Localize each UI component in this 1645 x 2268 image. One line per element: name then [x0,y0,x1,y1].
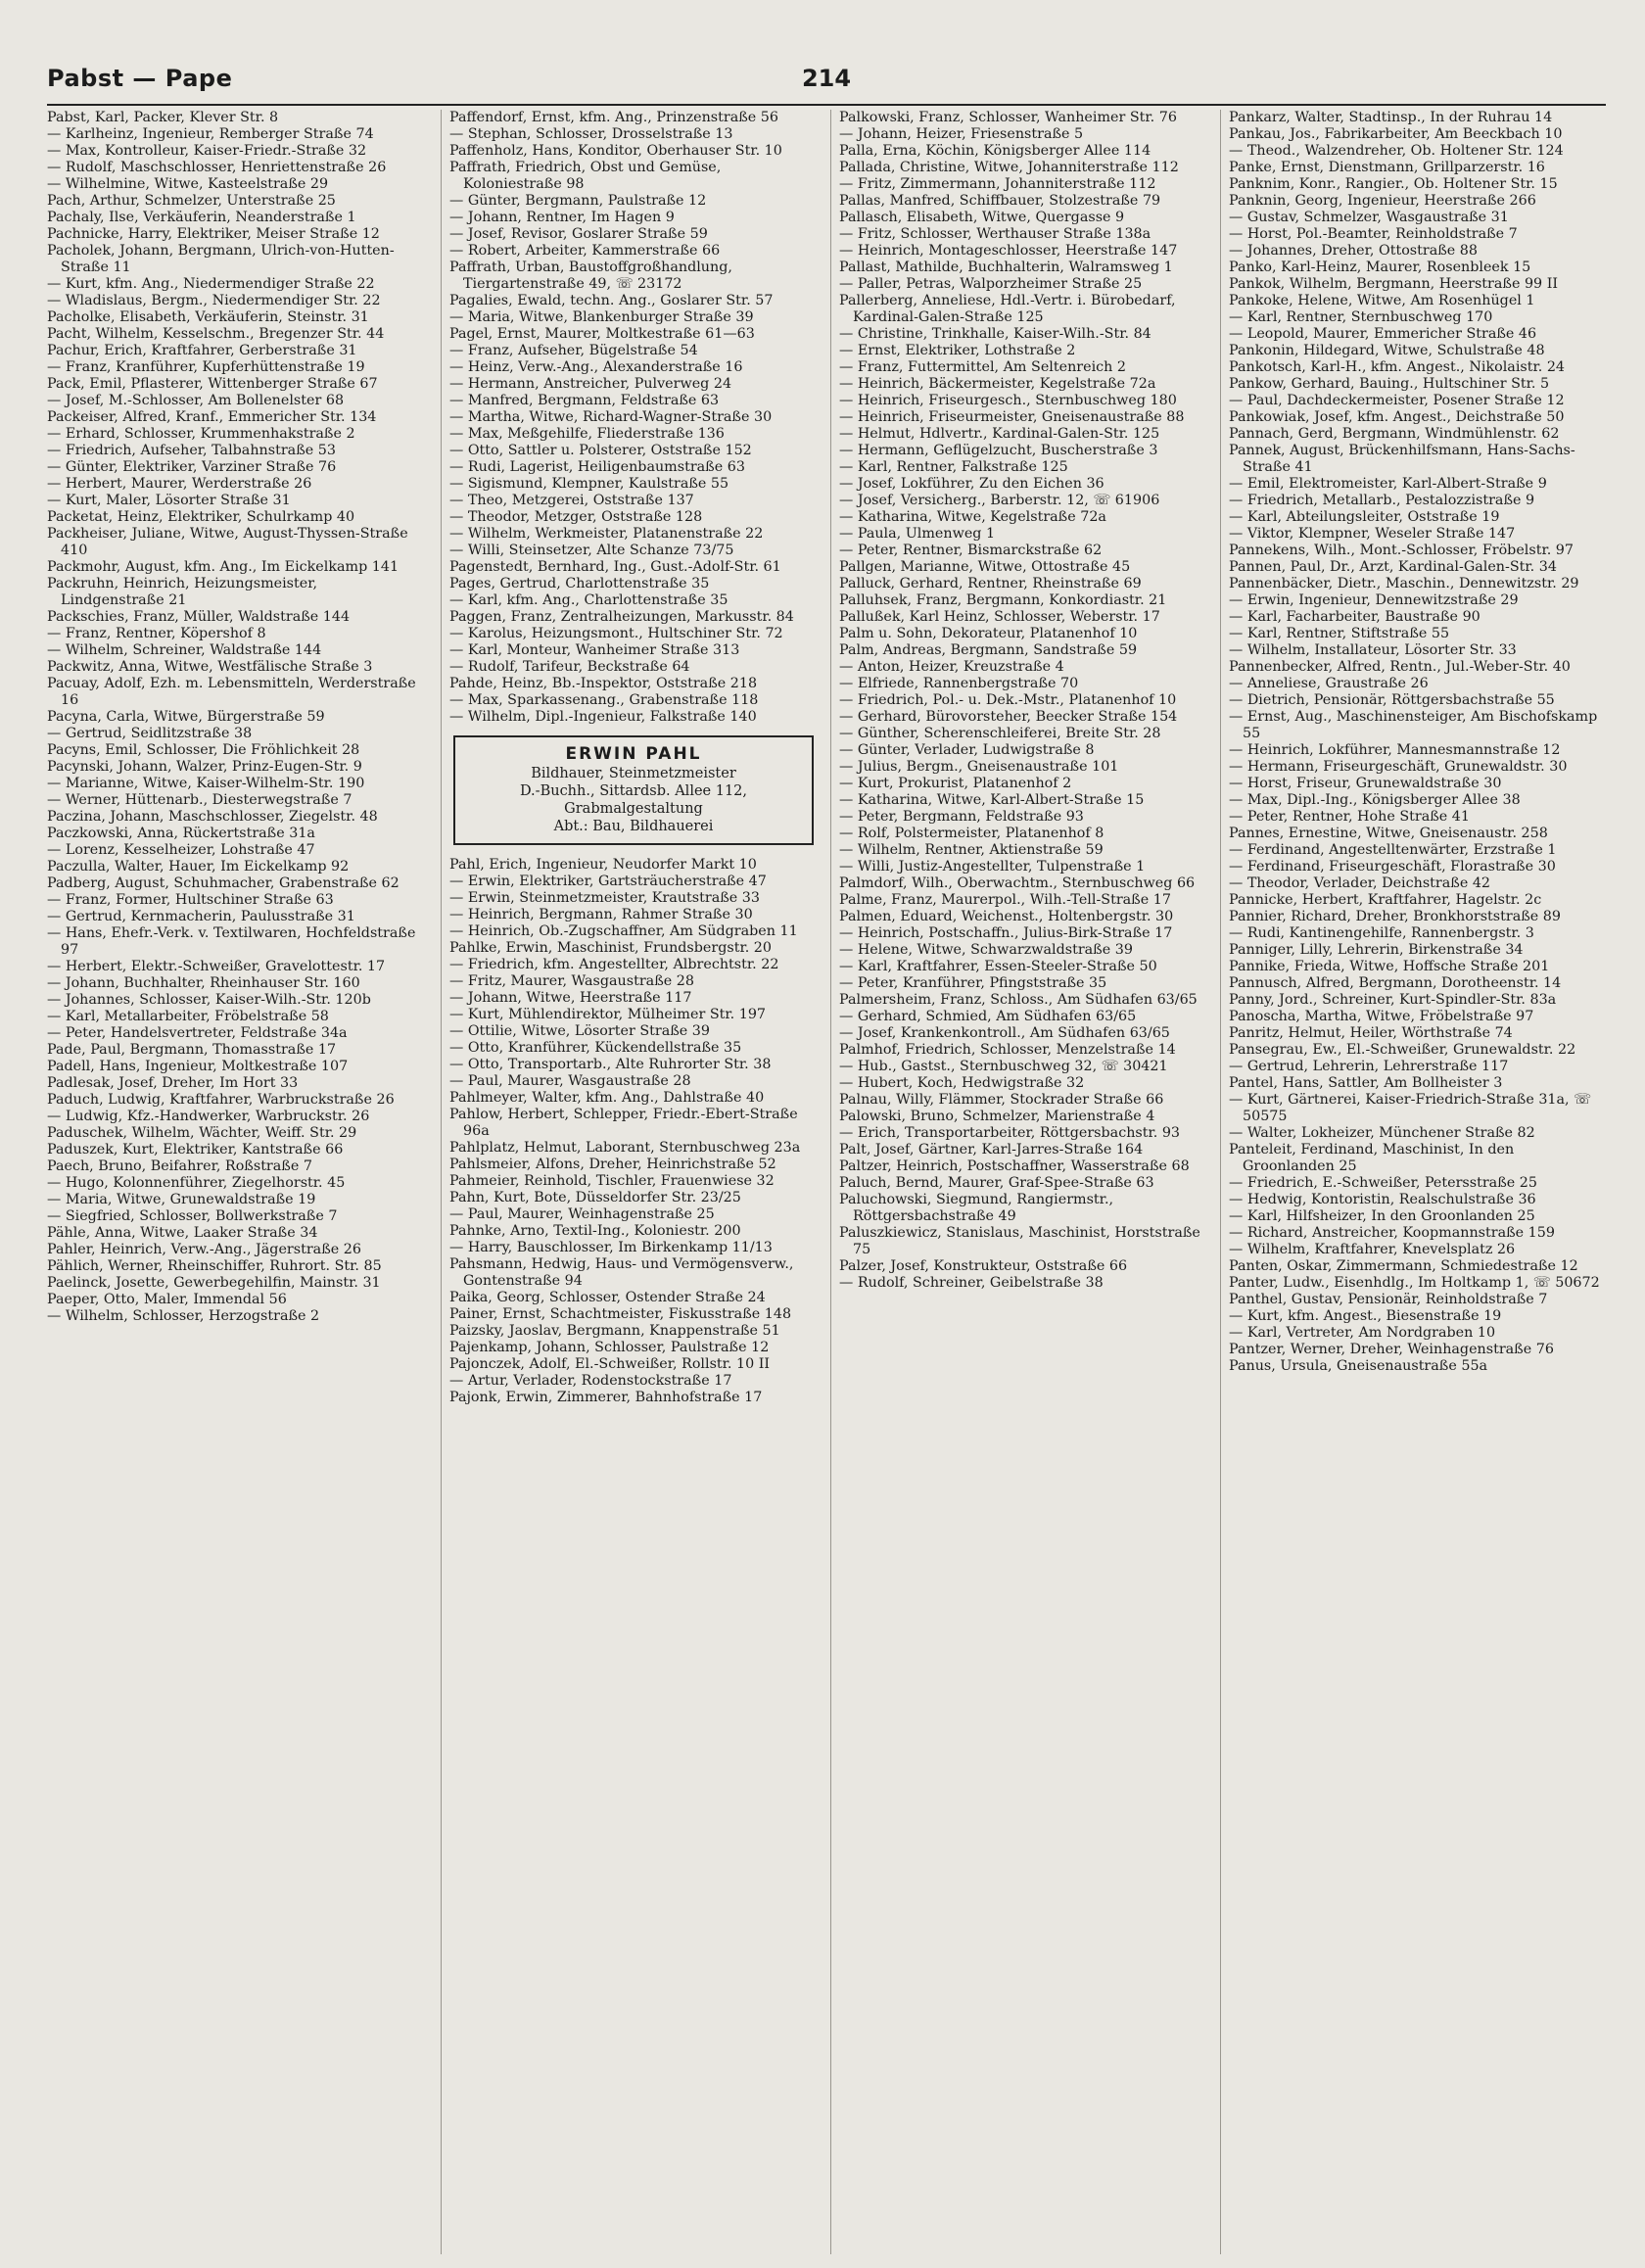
directory-entry: Paeper, Otto, Maler, Immendal 56 [47,1292,287,1307]
directory-entry: — Heinrich, Ob.-Zugschaffner, Am Südgraben 11 [449,923,798,939]
directory-entry: — Kurt, Prokurist, Platanenhof 2 [839,776,1072,791]
directory-entry: Pankok, Wilhelm, Bergmann, Heerstraße 99 II [1229,276,1558,292]
directory-entry: Panteleit, Ferdinand, Maschinist, In den Groonlanden 25 [1229,1142,1515,1174]
directory-entry: Pallada, Christine, Witwe, Johanniterstraße 112 [839,160,1179,175]
directory-entry: — Ernst, Elektriker, Lothstraße 2 [839,343,1076,358]
directory-entry: — Peter, Rentner, Bismarckstraße 62 [839,543,1103,558]
directory-entry: — Franz, Kranführer, Kupferhüttenstraße 19 [47,359,365,375]
directory-entry: — Franz, Former, Hultschiner Straße 63 [47,892,334,908]
directory-entry: Panniger, Lilly, Lehrerin, Birkenstraße 34 [1229,942,1524,958]
directory-entry: — Ferdinand, Angestelltenwärter, Erzstraße 1 [1229,842,1557,858]
directory-entry: Palmdorf, Wilh., Oberwachtm., Sternbuschweg 66 [839,875,1196,891]
directory-entry: — Hedwig, Kontoristin, Realschulstraße 36 [1229,1192,1536,1207]
directory-entry: Pähle, Anna, Witwe, Laaker Straße 34 [47,1225,318,1241]
directory-entry: — Wilhelm, Schlosser, Herzogstraße 2 [47,1308,320,1324]
directory-entry: — Helene, Witwe, Schwarzwaldstraße 39 [839,942,1133,958]
directory-entry: Packschies, Franz, Müller, Waldstraße 144 [47,609,351,625]
directory-entry: — Karl, Facharbeiter, Baustraße 90 [1229,609,1480,625]
directory-entry: Panoscha, Martha, Witwe, Fröbelstraße 97 [1229,1009,1534,1024]
directory-entry: — Hans, Ehefr.-Verk. v. Textilwaren, Hochfeldstraße 97 [47,925,416,958]
column-4 [1220,110,1607,2254]
directory-entry: — Karl, Rentner, Stiftstraße 55 [1229,626,1450,641]
directory-entry: — Johann, Witwe, Heerstraße 117 [449,990,692,1006]
advertisement-line: Abt.: Bau, Bildhauerei [553,819,714,834]
directory-entry: — Johann, Heizer, Friesenstraße 5 [839,126,1084,142]
advertisement-line: Grabmalgestaltung [564,801,703,817]
directory-entry: — Willi, Steinsetzer, Alte Schanze 73/75 [449,543,734,558]
directory-entry: Pankoke, Helene, Witwe, Am Rosenhügel 1 [1229,293,1535,308]
directory-entry: Padell, Hans, Ingenieur, Moltkestraße 107 [47,1059,349,1074]
directory-entry: — Martha, Witwe, Richard-Wagner-Straße 30 [449,409,773,425]
directory-entry: — Peter, Kranführer, Pfingststraße 35 [839,975,1107,991]
directory-entry: — Hermann, Friseurgeschäft, Grunewaldstr. 30 [1229,759,1568,775]
directory-entry: Paczkowski, Anna, Rückertstraße 31a [47,826,315,841]
directory-entry: — Otto, Transportarb., Alte Ruhrorter Str. 38 [449,1057,772,1072]
directory-entry: Panus, Ursula, Gneisenaustraße 55a [1229,1358,1488,1374]
directory-entry: — Wilhelm, Kraftfahrer, Knevelsplatz 26 [1229,1242,1516,1257]
directory-entry: Pantel, Hans, Sattler, Am Bollheister 3 [1229,1075,1503,1091]
directory-entry: Palnau, Willy, Flämmer, Stockrader Straße 66 [839,1092,1164,1108]
directory-entry: Pach, Arthur, Schmelzer, Unterstraße 25 [47,193,336,209]
directory-entry: Paika, Georg, Schlosser, Ostender Straße 24 [449,1290,766,1305]
directory-entry: — Rudi, Kantinengehilfe, Rannenbergstr. 3 [1229,925,1534,941]
directory-entry: — Paller, Petras, Walporzheimer Straße 25 [839,276,1143,292]
directory-entry: Panko, Karl-Heinz, Maurer, Rosenbleek 15 [1229,260,1531,275]
directory-entry: — Rudolf, Schreiner, Geibelstraße 38 [839,1275,1104,1291]
directory-entry: Pankau, Jos., Fabrikarbeiter, Am Beeckbach 10 [1229,126,1563,142]
directory-entry: Paczulla, Walter, Hauer, Im Eickelkamp 92 [47,859,350,874]
directory-entry: Pannek, August, Brückenhilfsmann, Hans-Sachs-Straße 41 [1229,443,1575,475]
directory-entry: Palmen, Eduard, Weichenst., Holtenbergstr. 30 [839,909,1174,924]
directory-entry: — Heinrich, Friseurmeister, Gneisenaustraße 88 [839,409,1185,425]
directory-entry: Packheiser, Juliane, Witwe, August-Thyssen-Straße 410 [47,526,408,558]
directory-entry: Paffrath, Friedrich, Obst und Gemüse, Koloniestraße 98 [449,160,722,192]
directory-entry: — Heinrich, Bäckermeister, Kegelstraße 72a [839,376,1156,392]
directory-entry: Padberg, August, Schuhmacher, Grabenstraße 62 [47,875,400,891]
directory-entry: Packeiser, Alfred, Kranf., Emmericher Str. 134 [47,409,377,425]
directory-entry: — Katharina, Witwe, Kegelstraße 72a [839,509,1106,525]
directory-entry: Palla, Erna, Köchin, Königsberger Allee 114 [839,143,1152,159]
directory-entry: — Horst, Friseur, Grunewaldstraße 30 [1229,776,1502,791]
directory-entry: — Rudi, Lagerist, Heiligenbaumstraße 63 [449,459,745,475]
directory-entry: — Emil, Elektromeister, Karl-Albert-Straße 9 [1229,476,1547,492]
directory-entry: — Günther, Scherenschleiferei, Breite Str. 28 [839,726,1161,741]
directory-entry: — Friedrich, Metallarb., Pestalozzistraße 9 [1229,493,1535,508]
directory-entry: — Fritz, Maurer, Wasgaustraße 28 [449,973,694,989]
column-1 [47,110,423,2254]
page-title: Pabst — Pape [47,65,233,92]
directory-entry: — Dietrich, Pensionär, Röttgersbachstraße 55 [1229,692,1555,708]
directory-entry: — Wilhelm, Schreiner, Waldstraße 144 [47,642,322,658]
directory-entry: Pankonin, Hildegard, Witwe, Schulstraße 48 [1229,343,1545,358]
directory-entry: — Karl, Vertreter, Am Nordgraben 10 [1229,1325,1496,1341]
advertisement-line: D.-Buchh., Sittardsb. Allee 112, [519,783,748,799]
directory-entry: — Friedrich, Pol.- u. Dek.-Mstr., Platanenhof 10 [839,692,1177,708]
directory-entry: — Heinrich, Montageschlosser, Heerstraße 147 [839,243,1178,259]
directory-entry: — Max, Kontrolleur, Kaiser-Friedr.-Straße 32 [47,143,367,159]
directory-entry: Paffrath, Urban, Baustoffgroßhandlung, Tiergartenstraße 49, ☏ 23172 [449,260,732,292]
directory-entry: Palzer, Josef, Konstrukteur, Oststraße 66 [839,1258,1128,1274]
directory-entry: Pallußek, Karl Heinz, Schlosser, Weberstr. 17 [839,609,1160,625]
directory-entry: — Johann, Buchhalter, Rheinhauser Str. 160 [47,975,360,991]
directory-entry: Pankow, Gerhard, Bauing., Hultschiner Str. 5 [1229,376,1550,392]
directory-entry: Pagalies, Ewald, techn. Ang., Goslarer Str. 57 [449,293,774,308]
directory-entry: Palm u. Sohn, Dekorateur, Platanenhof 10 [839,626,1138,641]
directory-entry: — Friedrich, E.-Schweißer, Petersstraße 25 [1229,1175,1537,1191]
directory-entry: Pajenkamp, Johann, Schlosser, Paulstraße 12 [449,1340,770,1355]
directory-entry: — Heinrich, Lokführer, Mannesmannstraße 12 [1229,742,1561,758]
directory-entry: — Anneliese, Graustraße 26 [1229,676,1429,691]
directory-columns [47,110,1606,2254]
directory-entry: — Hermann, Anstreicher, Pulverweg 24 [449,376,732,392]
directory-entry: Panten, Oskar, Zimmermann, Schmiedestraße 12 [1229,1258,1578,1274]
directory-entry: — Karl, Kraftfahrer, Essen-Steeler-Straße 50 [839,959,1157,974]
directory-entry: Paluchowski, Siegmund, Rangiermstr., Röttgersbachstraße 49 [839,1192,1114,1224]
directory-entry: Paech, Bruno, Beifahrer, Roßstraße 7 [47,1158,312,1174]
directory-entry: — Helmut, Hdlvertr., Kardinal-Galen-Str. 125 [839,426,1160,442]
directory-entry: Pählich, Werner, Rheinschiffer, Ruhrort. Str. 85 [47,1258,382,1274]
directory-entry: — Anton, Heizer, Kreuzstraße 4 [839,659,1064,675]
directory-entry: Palme, Franz, Maurerpol., Wilh.-Tell-Straße 17 [839,892,1171,908]
directory-entry: — Otto, Sattler u. Polsterer, Oststraße 152 [449,443,752,458]
directory-entry: Panter, Ludw., Eisenhdlg., Im Holtkamp 1, ☏ 50672 [1229,1275,1600,1291]
directory-entry: Palluhsek, Franz, Bergmann, Konkordiastr. 21 [839,592,1167,608]
column-3 [830,110,1207,2254]
directory-entry: — Kurt, Mühlendirektor, Mülheimer Str. 197 [449,1007,767,1022]
directory-entry: Pallgen, Marianne, Witwe, Ottostraße 45 [839,559,1131,575]
directory-entry: — Sigismund, Klempner, Kaulstraße 55 [449,476,729,492]
directory-entry: — Johannes, Schlosser, Kaiser-Wilh.-Str. 120b [47,992,371,1008]
directory-entry: — Max, Sparkassenang., Grabenstraße 118 [449,692,759,708]
directory-entry: Pahlmeyer, Walter, kfm. Ang., Dahlstraße 40 [449,1090,765,1106]
directory-entry: — Peter, Bergmann, Feldstraße 93 [839,809,1084,825]
directory-entry: — Robert, Arbeiter, Kammerstraße 66 [449,243,721,259]
advertisement-title: ERWIN PAHL [565,744,702,764]
directory-entry: Pade, Paul, Bergmann, Thomasstraße 17 [47,1042,337,1058]
directory-entry: Pachaly, Ilse, Verkäuferin, Neanderstraße 1 [47,210,356,225]
directory-entry: — Julius, Bergm., Gneisenaustraße 101 [839,759,1119,775]
directory-entry: Painer, Ernst, Schachtmeister, Fiskusstraße 148 [449,1306,792,1322]
directory-entry: — Karl, kfm. Ang., Charlottenstraße 35 [449,592,728,608]
directory-entry: Pages, Gertrud, Charlottenstraße 35 [449,576,710,591]
running-header [47,61,1606,106]
directory-entry: — Theo, Metzgerei, Oststraße 137 [449,493,694,508]
directory-entry: Pahl, Erich, Ingenieur, Neudorfer Markt 10 [449,857,757,873]
directory-entry: Pallerberg, Anneliese, Hdl.-Vertr. i. Bürobedarf, Kardinal-Galen-Straße 125 [839,293,1176,325]
directory-entry: Palowski, Bruno, Schmelzer, Marienstraße 4 [839,1109,1155,1124]
directory-entry: — Günter, Elektriker, Varziner Straße 76 [47,459,337,475]
directory-entry: — Karolus, Heizungsmont., Hultschiner Str. 72 [449,626,783,641]
directory-entry: Pahlow, Herbert, Schlepper, Friedr.-Ebert-Straße 96a [449,1107,798,1139]
directory-entry: Pacht, Wilhelm, Kesselschm., Bregenzer Str. 44 [47,326,385,342]
page-number: 214 [801,65,852,92]
directory-entry: Pagenstedt, Bernhard, Ing., Gust.-Adolf-Str. 61 [449,559,781,575]
directory-entry: Pajonczek, Adolf, El.-Schweißer, Rollstr. 10 II [449,1356,771,1372]
directory-entry: — Peter, Rentner, Hohe Straße 41 [1229,809,1470,825]
directory-entry: Paluszkiewicz, Stanislaus, Maschinist, Horststraße 75 [839,1225,1200,1257]
directory-entry: Palmhof, Friedrich, Schlosser, Menzelstraße 14 [839,1042,1176,1058]
directory-entry: Palm, Andreas, Bergmann, Sandstraße 59 [839,642,1138,658]
directory-entry: — Willi, Justiz-Angestellter, Tulpenstraße 1 [839,859,1146,874]
directory-entry: — Marianne, Witwe, Kaiser-Wilhelm-Str. 190 [47,776,365,791]
directory-entry: — Wladislaus, Bergm., Niedermendiger Str. 22 [47,293,381,308]
directory-entry: Pajonk, Erwin, Zimmerer, Bahnhofstraße 17 [449,1390,763,1405]
directory-entry: Pankowiak, Josef, kfm. Angest., Deichstraße 50 [1229,409,1565,425]
directory-entry: — Hugo, Kolonnenführer, Ziegelhorstr. 45 [47,1175,346,1191]
directory-entry: Pallasch, Elisabeth, Witwe, Quergasse 9 [839,210,1125,225]
directory-entry: — Heinz, Verw.-Ang., Alexanderstraße 16 [449,359,743,375]
directory-entry: Pagel, Ernst, Maurer, Moltkestraße 61—63 [449,326,755,342]
directory-entry: — Friedrich, kfm. Angestellter, Albrechtstr. 22 [449,957,779,972]
directory-entry: Paduch, Ludwig, Kraftfahrer, Warbruckstraße 26 [47,1092,395,1108]
directory-entry: Pannenbäcker, Dietr., Maschin., Dennewitzstr. 29 [1229,576,1579,591]
directory-entry: Panritz, Helmut, Heiler, Wörthstraße 74 [1229,1025,1513,1041]
directory-entry: — Franz, Rentner, Köpershof 8 [47,626,266,641]
directory-entry: — Gertrud, Seidlitzstraße 38 [47,726,253,741]
directory-entry: — Manfred, Bergmann, Feldstraße 63 [449,393,720,408]
directory-entry: Palmersheim, Franz, Schloss., Am Südhafen 63/65 [839,992,1198,1008]
directory-entry: — Johannes, Dreher, Ottostraße 88 [1229,243,1478,259]
directory-entry: Paduschek, Wilhelm, Wächter, Weiff. Str. 29 [47,1125,357,1141]
directory-entry: — Rudolf, Tarifeur, Beckstraße 64 [449,659,690,675]
directory-entry: — Erhard, Schlosser, Krummenhakstraße 2 [47,426,355,442]
directory-entry: Paizsky, Jaoslav, Bergmann, Knappenstraße 51 [449,1323,780,1339]
directory-entry: Pannier, Richard, Dreher, Bronkhorststraße 89 [1229,909,1561,924]
directory-entry: Pannes, Ernestine, Witwe, Gneisenaustr. 258 [1229,826,1548,841]
directory-entry: — Günter, Bergmann, Paulstraße 12 [449,193,707,209]
directory-entry: Panke, Ernst, Dienstmann, Grillparzerstr. 16 [1229,160,1545,175]
directory-entry: — Wilhelmine, Witwe, Kasteelstraße 29 [47,176,329,192]
directory-entry: — Max, Dipl.-Ing., Königsberger Allee 38 [1229,792,1521,808]
directory-entry: Pahn, Kurt, Bote, Düsseldorfer Str. 23/25 [449,1190,741,1205]
directory-entry: — Hubert, Koch, Hedwigstraße 32 [839,1075,1085,1091]
directory-entry: Pacyna, Carla, Witwe, Bürgerstraße 59 [47,709,325,725]
directory-entry: — Gustav, Schmelzer, Wasgaustraße 31 [1229,210,1509,225]
directory-entry: Pannike, Frieda, Witwe, Hoffsche Straße 201 [1229,959,1550,974]
advertisement-box [453,735,814,845]
directory-entry: — Walter, Lokheizer, Münchener Straße 82 [1229,1125,1535,1141]
directory-entry: Pahnke, Arno, Textil-Ing., Koloniestr. 200 [449,1223,741,1239]
directory-entry: — Karl, Monteur, Wanheimer Straße 313 [449,642,740,658]
directory-entry: — Erwin, Steinmetzmeister, Krautstraße 33 [449,890,760,906]
directory-entry: — Otto, Kranführer, Kückendellstraße 35 [449,1040,742,1056]
directory-entry: Pannenbecker, Alfred, Rentn., Jul.-Weber-Str. 40 [1229,659,1571,675]
directory-entry: — Katharina, Witwe, Karl-Albert-Straße 15 [839,792,1145,808]
directory-entry: — Stephan, Schlosser, Drosselstraße 13 [449,126,733,142]
directory-entry: — Gertrud, Lehrerin, Lehrerstraße 117 [1229,1059,1509,1074]
directory-entry: Pallast, Mathilde, Buchhalterin, Walramsweg 1 [839,260,1173,275]
directory-entry: — Paula, Ulmenweg 1 [839,526,996,542]
directory-entry: — Gerhard, Bürovorsteher, Beecker Straße 154 [839,709,1178,725]
directory-entry: — Viktor, Klempner, Weseler Straße 147 [1229,526,1516,542]
directory-entry: Pahde, Heinz, Bb.-Inspektor, Oststraße 218 [449,676,758,691]
directory-entry: Pansegrau, Ew., El.-Schweißer, Grunewaldstr. 22 [1229,1042,1576,1058]
directory-entry: — Wilhelm, Installateur, Lösorter Str. 33 [1229,642,1517,658]
directory-entry: Pahlke, Erwin, Maschinist, Frundsbergstr. 20 [449,940,772,956]
directory-entry: — Wilhelm, Werkmeister, Platanenstraße 22 [449,526,764,542]
directory-entry: — Hub., Gastst., Sternbuschweg 32, ☏ 30421 [839,1059,1168,1074]
directory-entry: — Karl, Hilfsheizer, In den Groonlanden 25 [1229,1208,1535,1224]
directory-entry: — Karl, Abteilungsleiter, Oststraße 19 [1229,509,1500,525]
directory-entry: — Gertrud, Kernmacherin, Paulusstraße 31 [47,909,355,924]
directory-entry: — Kurt, Gärtnerei, Kaiser-Friedrich-Straße 31a, ☏ 50575 [1229,1092,1592,1124]
directory-entry: — Artur, Verlader, Rodenstockstraße 17 [449,1373,732,1389]
directory-entry: — Harry, Bauschlosser, Im Birkenkamp 11/13 [449,1240,773,1255]
directory-entry: — Fritz, Zimmermann, Johanniterstraße 112 [839,176,1156,192]
directory-entry: — Herbert, Elektr.-Schweißer, Gravelottestr. 17 [47,959,386,974]
directory-entry: — Kurt, Maler, Lösorter Straße 31 [47,493,291,508]
directory-entry: — Josef, Versicherg., Barberstr. 12, ☏ 61906 [839,493,1160,508]
column-2 [441,110,818,2254]
directory-entry: Paltzer, Heinrich, Postschaffner, Wasserstraße 68 [839,1158,1190,1174]
directory-entry: — Karl, Rentner, Falkstraße 125 [839,459,1068,475]
directory-entry: — Peter, Handelsvertreter, Feldstraße 34a [47,1025,348,1041]
directory-entry: Pacholek, Johann, Bergmann, Ulrich-von-Hutten-Straße 11 [47,243,395,275]
directory-entry: Pannicke, Herbert, Kraftfahrer, Hagelstr. 2c [1229,892,1542,908]
directory-entry: Packruhn, Heinrich, Heizungsmeister, Lindgenstraße 21 [47,576,318,608]
directory-entry: — Erich, Transportarbeiter, Röttgersbachstr. 93 [839,1125,1181,1141]
directory-entry: Pahmeier, Reinhold, Tischler, Frauenwiese 32 [449,1173,775,1189]
directory-entry: — Theod., Walzendreher, Ob. Holtener Str. 124 [1229,143,1564,159]
directory-entry: Pacynski, Johann, Walzer, Prinz-Eugen-Str. 9 [47,759,362,775]
directory-entry: Palluck, Gerhard, Rentner, Rheinstraße 69 [839,576,1142,591]
directory-entry: — Hermann, Geflügelzucht, Buscherstraße 3 [839,443,1158,458]
directory-entry: — Franz, Aufseher, Bügelstraße 54 [449,343,698,358]
directory-entry: Paduszek, Kurt, Elektriker, Kantstraße 66 [47,1142,344,1158]
directory-entry: Padlesak, Josef, Dreher, Im Hort 33 [47,1075,299,1091]
directory-entry: — Heinrich, Postschaffn., Julius-Birk-Straße 17 [839,925,1173,941]
directory-entry: — Rolf, Polstermeister, Platanenhof 8 [839,826,1104,841]
directory-entry: — Josef, Lokführer, Zu den Eichen 36 [839,476,1104,492]
directory-entry: Pacyns, Emil, Schlosser, Die Fröhlichkeit 28 [47,742,360,758]
directory-entry: — Günter, Verlader, Ludwigstraße 8 [839,742,1095,758]
directory-entry: Panknin, Georg, Ingenieur, Heerstraße 266 [1229,193,1536,209]
directory-entry: Pannach, Gerd, Bergmann, Windmühlenstr. 62 [1229,426,1560,442]
directory-entry: Paczina, Johann, Maschschlosser, Ziegelstr. 48 [47,809,378,825]
directory-entry: Pallas, Manfred, Schiffbauer, Stolzestraße 79 [839,193,1161,209]
directory-entry: — Lorenz, Kesselheizer, Lohstraße 47 [47,842,315,858]
directory-entry: Panny, Jord., Schreiner, Kurt-Spindler-Str. 83a [1229,992,1557,1008]
directory-entry: — Christine, Trinkhalle, Kaiser-Wilh.-Str. 84 [839,326,1152,342]
directory-entry: — Siegfried, Schlosser, Bollwerkstraße 7 [47,1208,338,1224]
directory-entry: — Wilhelm, Dipl.-Ingenieur, Falkstraße 140 [449,709,757,725]
directory-entry: Pannekens, Wilh., Mont.-Schlosser, Fröbelstr. 97 [1229,543,1574,558]
directory-entry: — Josef, Revisor, Goslarer Straße 59 [449,226,708,242]
directory-entry: — Franz, Futtermittel, Am Seltenreich 2 [839,359,1126,375]
directory-entry: Pannusch, Alfred, Bergmann, Dorotheenstr. 14 [1229,975,1562,991]
directory-entry: Pack, Emil, Pflasterer, Wittenberger Straße 67 [47,376,378,392]
directory-entry: Pannen, Paul, Dr., Arzt, Kardinal-Galen-Str. 34 [1229,559,1557,575]
directory-entry: Pahler, Heinrich, Verw.-Ang., Jägerstraße 26 [47,1242,361,1257]
directory-entry: Pachur, Erich, Kraftfahrer, Gerberstraße 31 [47,343,357,358]
directory-entry: Panknim, Konr., Rangier., Ob. Holtener Str. 15 [1229,176,1558,192]
directory-entry: Panthel, Gustav, Pensionär, Reinholdstraße 7 [1229,1292,1548,1307]
directory-entry: Paffenholz, Hans, Konditor, Oberhauser Str. 10 [449,143,782,159]
directory-entry: Pacholke, Elisabeth, Verkäuferin, Steinstr. 31 [47,309,369,325]
directory-entry: — Richard, Anstreicher, Koopmannstraße 159 [1229,1225,1555,1241]
directory-entry: — Erwin, Elektriker, Gartsträucherstraße 47 [449,874,767,889]
directory-entry: — Friedrich, Aufseher, Talbahnstraße 53 [47,443,336,458]
directory-entry: Pacuay, Adolf, Ezh. m. Lebensmitteln, Werderstraße 16 [47,676,416,708]
directory-entry: Pantzer, Werner, Dreher, Weinhagenstraße 76 [1229,1342,1554,1357]
directory-entry: — Ferdinand, Friseurgeschäft, Florastraße 30 [1229,859,1556,874]
directory-entry: Paggen, Franz, Zentralheizungen, Markusstr. 84 [449,609,794,625]
directory-entry: — Max, Meßgehilfe, Fliederstraße 136 [449,426,725,442]
directory-entry: — Theodor, Metzger, Oststraße 128 [449,509,703,525]
directory-entry: — Maria, Witwe, Grunewaldstraße 19 [47,1192,316,1207]
directory-entry: — Wilhelm, Rentner, Aktienstraße 59 [839,842,1104,858]
directory-entry: — Karl, Rentner, Sternbuschweg 170 [1229,309,1493,325]
directory-entry: — Leopold, Maurer, Emmericher Straße 46 [1229,326,1537,342]
directory-entry: — Rudolf, Maschschlosser, Henriettenstraße 26 [47,160,387,175]
directory-entry: — Heinrich, Bergmann, Rahmer Straße 30 [449,907,753,922]
directory-entry: — Josef, Krankenkontroll., Am Südhafen 63/65 [839,1025,1170,1041]
directory-entry: — Ernst, Aug., Maschinensteiger, Am Bischofskamp 55 [1229,709,1598,741]
directory-entry: — Josef, M.-Schlosser, Am Bollenelster 68 [47,393,345,408]
directory-entry: Paffendorf, Ernst, kfm. Ang., Prinzenstraße 56 [449,110,778,125]
directory-entry: — Paul, Maurer, Wasgaustraße 28 [449,1073,691,1089]
directory-entry: — Werner, Hüttenarb., Diesterwegstraße 7 [47,792,352,808]
directory-entry: — Theodor, Verlader, Deichstraße 42 [1229,875,1491,891]
directory-entry: — Johann, Rentner, Im Hagen 9 [449,210,675,225]
directory-entry: — Gerhard, Schmied, Am Südhafen 63/65 [839,1009,1137,1024]
advertisement-line: Bildhauer, Steinmetzmeister [531,766,736,781]
directory-entry: — Ludwig, Kfz.-Handwerker, Warbruckstr. 26 [47,1109,370,1124]
directory-entry: — Karlheinz, Ingenieur, Remberger Straße 74 [47,126,374,142]
directory-entry: — Horst, Pol.-Beamter, Reinholdstraße 7 [1229,226,1518,242]
directory-entry: Pankarz, Walter, Stadtinsp., In der Ruhrau 14 [1229,110,1553,125]
directory-entry: — Herbert, Maurer, Werderstraße 26 [47,476,312,492]
directory-entry: Packetat, Heinz, Elektriker, Schulrkamp 40 [47,509,355,525]
directory-entry: Palkowski, Franz, Schlosser, Wanheimer Str. 76 [839,110,1177,125]
directory-entry: — Karl, Metallarbeiter, Fröbelstraße 58 [47,1009,329,1024]
directory-entry: — Paul, Maurer, Weinhagenstraße 25 [449,1206,715,1222]
directory-entry: Pabst, Karl, Packer, Klever Str. 8 [47,110,279,125]
directory-entry: Palt, Josef, Gärtner, Karl-Jarres-Straße 164 [839,1142,1144,1158]
directory-entry: Pahsmann, Hedwig, Haus- und Vermögensverw., Gontenstraße 94 [449,1256,794,1289]
directory-entry: — Elfriede, Rannenbergstraße 70 [839,676,1079,691]
directory-entry: — Fritz, Schlosser, Werthauser Straße 138a [839,226,1152,242]
directory-entry: Paelinck, Josette, Gewerbegehilfin, Mainstr. 31 [47,1275,381,1291]
directory-entry: Packmohr, August, kfm. Ang., Im Eickelkamp 141 [47,559,400,575]
directory-entry: Pahlplatz, Helmut, Laborant, Sternbuschweg 23a [449,1140,801,1156]
directory-entry: — Paul, Dachdeckermeister, Posener Straße 12 [1229,393,1565,408]
directory-entry: — Maria, Witwe, Blankenburger Straße 39 [449,309,754,325]
directory-entry: Pachnicke, Harry, Elektriker, Meiser Straße 12 [47,226,380,242]
directory-entry: Pahlsmeier, Alfons, Dreher, Heinrichstraße 52 [449,1157,776,1172]
directory-entry: — Kurt, kfm. Ang., Niedermendiger Straße 22 [47,276,375,292]
directory-entry: — Heinrich, Friseurgesch., Sternbuschweg 180 [839,393,1177,408]
directory-entry: — Erwin, Ingenieur, Dennewitzstraße 29 [1229,592,1519,608]
directory-entry: Pankotsch, Karl-H., kfm. Angest., Nikolaistr. 24 [1229,359,1566,375]
directory-entry: Paluch, Bernd, Maurer, Graf-Spee-Straße 63 [839,1175,1154,1191]
directory-entry: — Ottilie, Witwe, Lösorter Straße 39 [449,1023,710,1039]
directory-entry: Packwitz, Anna, Witwe, Westfälische Straße 3 [47,659,373,675]
directory-entry: — Kurt, kfm. Angest., Biesenstraße 19 [1229,1308,1502,1324]
